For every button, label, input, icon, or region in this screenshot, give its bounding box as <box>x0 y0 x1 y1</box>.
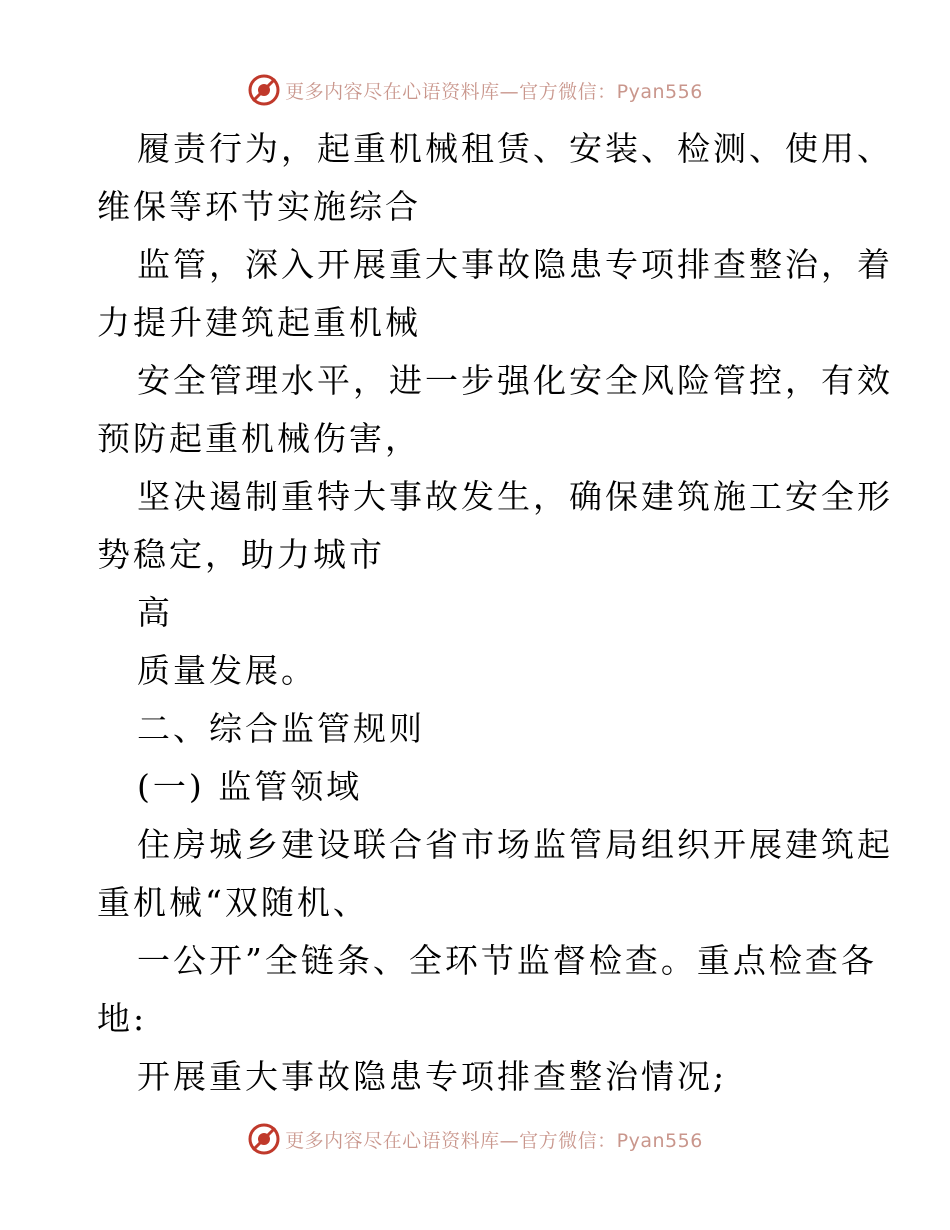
text-line: 一公开”全链条、全环节监督检查。重点检查各 <box>137 941 877 980</box>
watermark-text: 更多内容尽在心语资料库—官方微信：Pyan556 <box>285 80 703 103</box>
subsection-heading <box>97 758 853 816</box>
paragraph <box>97 352 893 468</box>
paragraph <box>97 120 893 236</box>
logo-icon <box>247 1122 281 1156</box>
document-body <box>97 120 893 1106</box>
text-line: (一) 监管领域 <box>137 767 363 806</box>
paragraph <box>97 468 893 584</box>
text-line: 住房城乡建设联合省市场监管局组织开展建筑起 <box>137 825 893 864</box>
paragraph <box>97 816 893 932</box>
text-line: 履责行为，起重机械租赁、安装、检测、使用、 <box>137 129 893 168</box>
text-line: 安全管理水平，进一步强化安全风险管控，有效 <box>137 361 893 400</box>
text-line: 监管，深入开展重大事故隐患专项排查整治，着 <box>137 245 893 284</box>
text-line: 力提升建筑起重机械 <box>97 303 421 342</box>
text-line: 高 <box>137 593 173 632</box>
text-line: 坚决遏制重特大事故发生，确保建筑施工安全形 <box>137 477 893 516</box>
header-watermark <box>0 70 950 110</box>
footer-watermark <box>0 1119 950 1159</box>
section-heading <box>97 700 853 758</box>
text-line: 开展重大事故隐患专项排查整治情况; <box>137 1057 728 1096</box>
paragraph <box>97 236 893 352</box>
text-line: 预防起重机械伤害， <box>97 419 421 458</box>
text-line: 二、综合监管规则 <box>137 709 425 748</box>
logo-icon <box>247 73 281 107</box>
text-line: 质量发展。 <box>137 651 317 690</box>
paragraph <box>97 584 853 642</box>
paragraph <box>97 642 853 700</box>
text-line: 地: <box>97 999 148 1038</box>
paragraph <box>97 1048 853 1106</box>
text-line: 势稳定，助力城市 <box>97 535 385 574</box>
watermark-text: 更多内容尽在心语资料库—官方微信：Pyan556 <box>285 1129 703 1152</box>
text-line: 重机械“双随机、 <box>97 883 369 922</box>
text-line: 维保等环节实施综合 <box>97 187 421 226</box>
paragraph <box>97 932 877 1048</box>
